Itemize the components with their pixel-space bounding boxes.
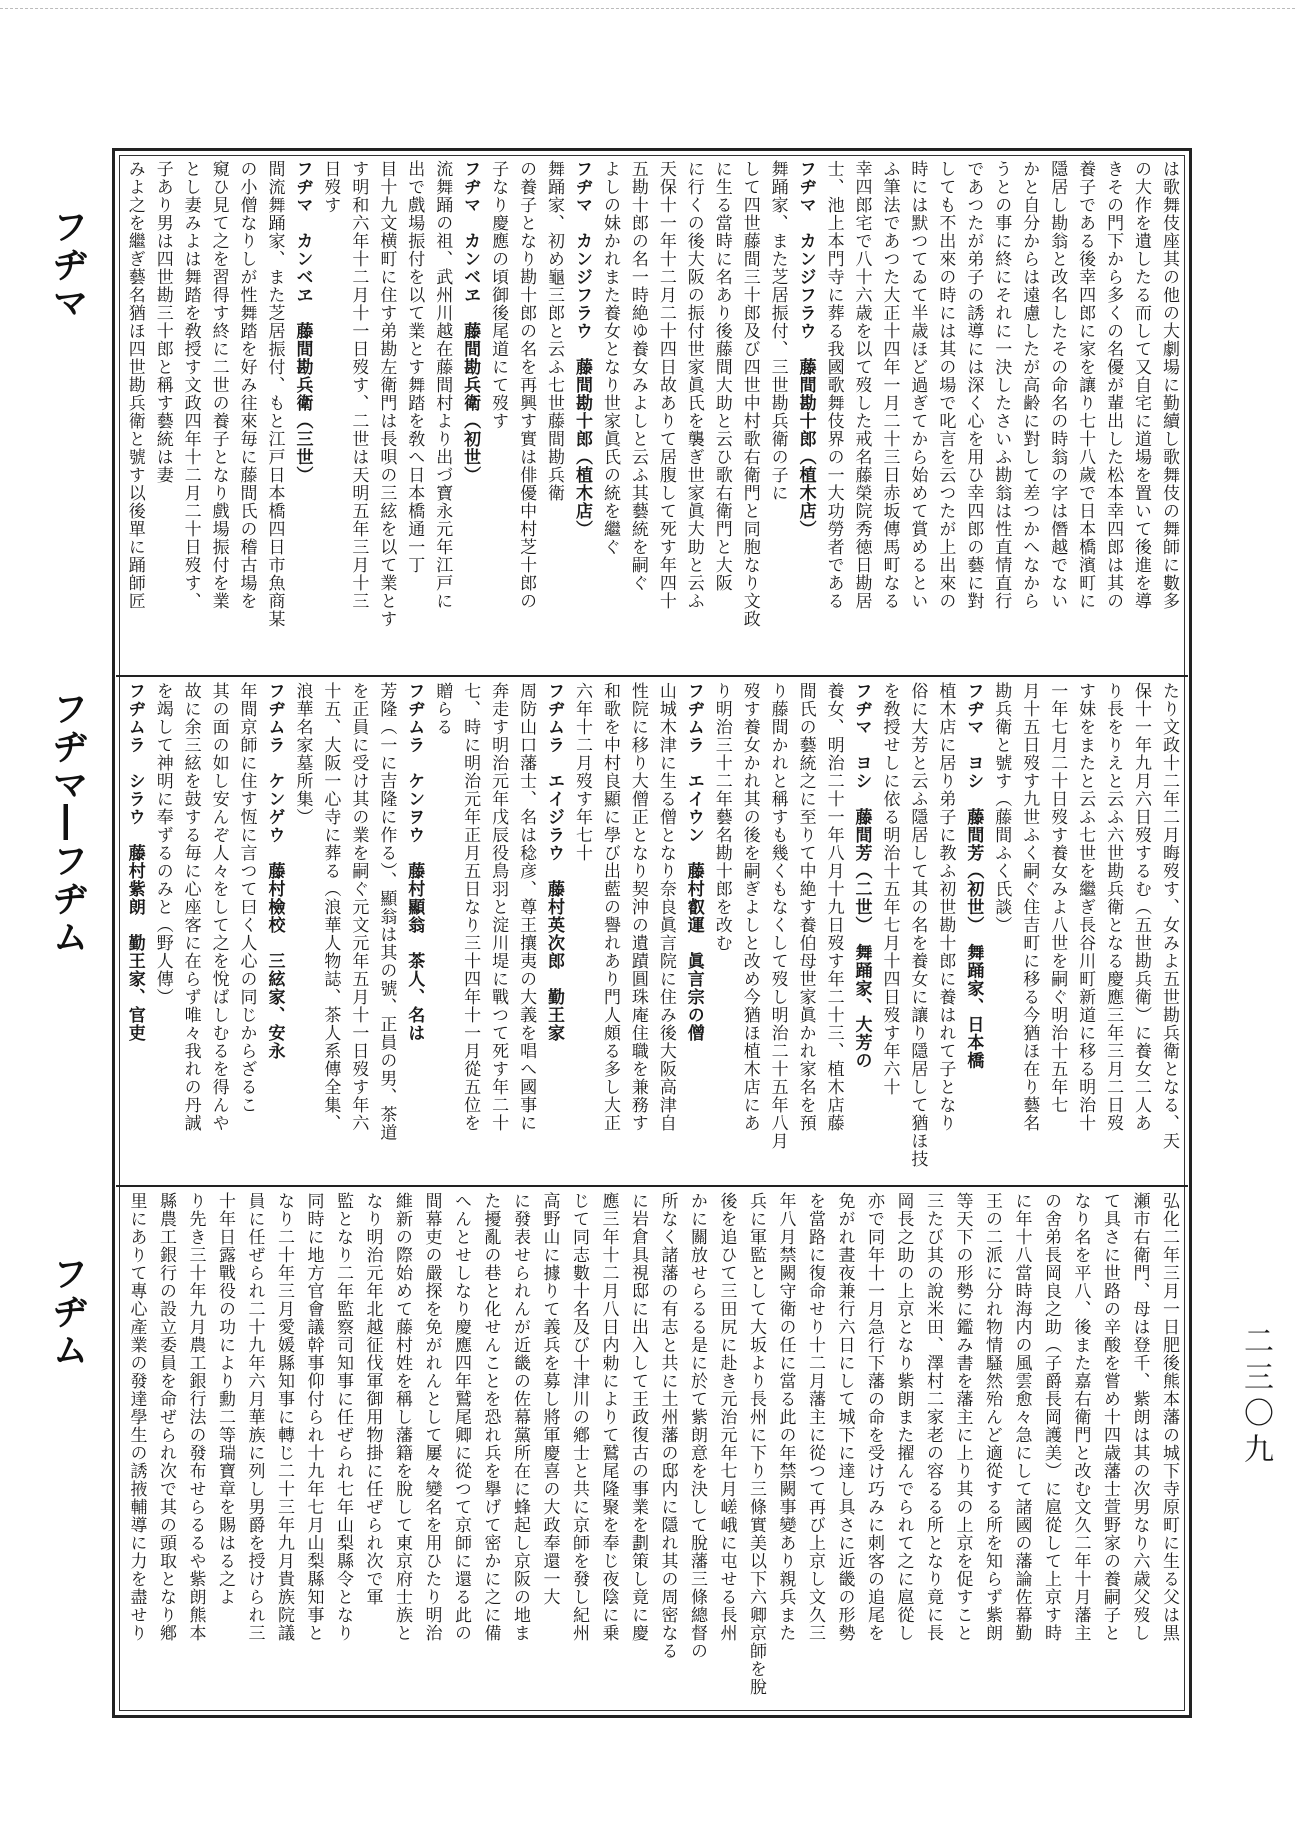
text-column: り藤間かれと稱すも幾くもなくして歿し明治二十五年八月	[767, 682, 788, 1150]
text-column: 其の面の如し安んぞ人々をして之を悅ばしむるを得んや	[208, 682, 229, 1132]
text-column: 養子である後幸四郎に家を讓り七十八歲で日本橋濱町に	[1075, 160, 1096, 610]
text-column: を竭して神明に奉ずるのみと（野人傳）	[152, 682, 173, 1006]
text-column: 奔走す明治元年戊辰役鳥羽と淀川堤に戰つて死す年二十	[488, 682, 509, 1132]
text-column: 贈らる	[432, 682, 453, 736]
text-column: を正員に受け其の業を嗣ぐ元文元年五月十一日歿す年六	[348, 682, 369, 1132]
top-dashed-line	[0, 8, 1295, 9]
text-column: 後を追ひて三田尻に赴き元治元年七月嵯峨に屯せる長州	[716, 1192, 737, 1642]
text-column: 間幕吏の嚴探を免がれんとして屢々變名を用ひたり明治	[421, 1192, 442, 1642]
text-column: 浪華名家墓所集）	[292, 682, 313, 826]
side-label-middle: フヂマ―フヂム	[47, 690, 88, 956]
entry-heading: フヂムラ ケンゲウ 藤村檢校 三絃家、安永	[264, 682, 285, 1060]
text-column: 年八月禁闕守衛の任に當る此の年禁闕事變あり親兵また	[775, 1192, 796, 1642]
text-column: に生る當時に名あり後藤間大助と云ひ歌右衛門と大阪	[711, 160, 732, 592]
text-column: 同時に地方官會議幹事仰付られ十九年七月山梨縣知事と	[303, 1192, 324, 1642]
section-divider-2	[116, 1185, 1188, 1187]
text-column: 里にありて專心產業の發達學生の誘掖輔導に力を盡せり	[126, 1192, 147, 1642]
entry-heading: フヂムラ エイウン 藤村叡運 眞言宗の僧	[683, 682, 704, 1042]
text-column: 間氏の藝統之に至りて中絶す養伯母世家眞かれ家名を預	[795, 682, 816, 1132]
text-column: 芳隆（一に吉隆に作る）、顯翁は其の號、正員の男、茶道	[376, 682, 397, 1142]
text-column: の大作を遺したる而して又自宅に道場を置いて後進を導	[1131, 160, 1152, 610]
text-column: 五勘十郎の名一時絶ゆ養女みよしと云ふ其藝統を嗣ぐ	[627, 160, 648, 592]
section-divider-1	[116, 675, 1188, 677]
text-column: て具さに世路の辛酸を嘗め十四歳藩士萱野家の養嗣子と	[1100, 1192, 1120, 1642]
text-column: みよ之を繼ぎ藝名猶ほ四世勘兵衛と號す以後單に踊師匠	[124, 160, 145, 610]
text-column: とし妻みよは舞踏を敎授す文政四年十二月二十日歿す、	[180, 160, 201, 610]
text-column: 故に余三絃を鼓する毎に心座客に在らず唯々我れの丹誠	[180, 682, 201, 1132]
text-column: の小僧なりしが性舞踏を好み往來毎に藤間氏の稽古場を	[236, 160, 257, 610]
text-column: かに關放せらるる是に於て紫朗意を決して脫藩三條總督の	[687, 1192, 707, 1660]
text-column: 出で戲場振付を以て業とす舞踏を敎へ日本橋通一丁	[404, 160, 425, 574]
text-column: 兵に軍監として大坂より長州に下り三條實美以下六卿京師を脫	[746, 1192, 766, 1696]
text-column: 十年日露戰役の功により勳二等瑞寶章を賜はる之よ	[215, 1192, 235, 1606]
side-label-bottom: フヂム	[47, 1255, 88, 1369]
text-column: を敎授せしに依る明治十五年七月十四日歿す年六十	[879, 682, 900, 1096]
text-column: 天保十一年十二月二十四日故ありて居腹して死す年四十	[655, 160, 676, 610]
text-column: 年間京師に住す恆に言つて曰く人心の同じからざるこ	[236, 682, 257, 1114]
entry-heading: フヂムラ ケンヲウ 藤村顯翁 茶人、名は	[404, 682, 425, 1042]
text-column: す明和六年十二月十一日歿す、二世は天明五年三月十三	[348, 160, 369, 610]
text-column: り長をりえと云ふ六世勘兵衛となる慶應三年三月二日歿	[1103, 682, 1124, 1132]
text-column: 子なり慶應の頃御後尾道にて歿す	[488, 160, 509, 430]
text-column: に發表せられんが近畿の佐幕黨所在に蜂起し京阪の地ま	[510, 1192, 530, 1642]
text-column: た擾亂の巷と化せんことを恐れ兵を擧げて密かに之に備	[480, 1192, 501, 1642]
text-column: は歌舞伎座其の他の大劇場に勤續し歌舞伎の舞師に數多	[1159, 160, 1179, 610]
text-column: ふ筆法であつた大正十四年一月二十三日赤坂傳馬町なる	[879, 160, 900, 610]
text-column: 流舞踊の祖、武州川越在藤間村より出づ寶永元年江戸に	[432, 160, 453, 610]
text-column: 窺ひ見て之を習得す終に二世の養子となり戲場振付を業	[208, 160, 229, 610]
text-column: 隱居し勘翁と改名したその命名の時翁の字は僭越でない	[1047, 160, 1068, 610]
text-column: 維新の際始めて藤村姓を稱し藩籍を脫して東京府士族と	[392, 1192, 412, 1642]
text-column: うとの事に終にそれに一決したさいふ勘翁は性直情直行	[991, 160, 1012, 610]
text-column: の養子となり勘十郎の名を再興す實は俳優中村芝十郎の	[516, 160, 537, 610]
text-column: 高野山に據りて義兵を募し將軍慶喜の大政奉還一大	[539, 1192, 560, 1606]
text-column: り先き三十年九月農工銀行法の發布せらるるや紫朗熊本	[185, 1192, 206, 1642]
text-column: 所なく諸藩の有志と共に土州藩の邸内に隱れ其の周密なる	[657, 1192, 678, 1660]
text-column: 應三年十二月八日内勅によりて鷲尾隆聚を奉じ夜陰に乗	[598, 1192, 619, 1642]
text-column: であつたが弟子の誘導には深く心を用ひ幸四郎の藝に對	[963, 160, 984, 610]
entry-heading: フヂムラ エイジラウ 藤村英次郎 勤王家	[544, 682, 565, 1042]
text-column: 縣農工銀行の設立委員を命ぜられ次で其の頭取となり鄕	[156, 1192, 176, 1642]
text-column: たり文政十二年二月晦歿す、女みよ五世勘兵衛となる、天	[1159, 682, 1179, 1150]
text-column: の舍弟長岡良之助（子爵長岡護美）に扈從して上京す時	[1041, 1192, 1061, 1642]
text-column: 性院に移り大僧正となり契沖の遺蹟圓珠庵住職を兼務す	[627, 682, 648, 1132]
text-column: 周防山口藩士、名は稔彦、尊王攘夷の大義を唱へ國事に	[516, 682, 537, 1132]
text-column: に年十八當時海内の風雲愈々急にして諸國の藩論佐幕勤	[1011, 1192, 1032, 1642]
text-column: 七、時に明治元年正月五日なり三十四年十一月從五位を	[460, 682, 481, 1132]
side-label-top: フヂマ	[47, 208, 88, 322]
text-column: なり明治元年北越征伐軍御用物掛に任ぜられ次で軍	[362, 1192, 383, 1606]
text-column: 十五、大阪一心寺に葬る（浪華人物誌、茶人系傳全集、	[320, 682, 341, 1132]
page-number: 二三〇九	[1238, 1325, 1273, 1469]
text-column: 目十九文横町に住す弟勘左衛門は長唄の三絃を以て業とす	[376, 160, 397, 628]
text-column: 養女、明治二十一年八月十九日歿す年二十三、植木店藤	[823, 682, 844, 1132]
text-column: 一年七月二十日歿す養女みよ八世を嗣ぐ明治十五年七	[1047, 682, 1068, 1114]
entry-heading: フヂムラ シラウ 藤村紫朗 勤王家、官吏	[124, 682, 145, 1042]
text-column: きその門下から多くの名優が輩出した松本幸四郎は其の	[1103, 160, 1124, 610]
text-column: 幸四郎宅で八十六歳を以て歿した戒名藤榮院秀徳日勘居	[851, 160, 872, 610]
text-column: 岡長之助の上京となり紫朗また擢んでられて之に扈從し	[893, 1192, 914, 1642]
text-column: を當路に復命せり十二月藩主に從つて再び上京し文久三	[805, 1192, 825, 1642]
entry-heading: フヂマ カンベヱ 藤間勘兵衛（初世）	[460, 160, 481, 484]
text-column: す妹をまたと云ふ七世を繼ぎ長谷川町新道に移る明治十	[1075, 682, 1096, 1132]
text-column: 月十五日歿す九世ふく嗣ぐ住吉町に移る今猶ほ在り藝名	[1019, 682, 1040, 1132]
text-column: に行くの後大阪の振付世家眞氏を襲ぎ世家眞大助と云ふ	[683, 160, 704, 610]
text-column: に岩倉具視邸に出入して王政復古の事業を劃策し竟に慶	[628, 1192, 648, 1642]
text-column: 歿す養女かれ其の後を嗣ぎよしと改め今猶ほ植木店にあ	[739, 682, 760, 1132]
text-column: かと自分からは遠慮したが高齢に對して差つかへなから	[1019, 160, 1040, 610]
text-panel-bottom	[124, 1192, 1182, 1710]
text-column: り明治三十二年藝名勘十郎を改む	[711, 682, 732, 952]
text-column: 等天下の形勢に鑑み書を藩主に上り其の上京を促すこと	[952, 1192, 973, 1642]
text-panel-top	[124, 160, 1182, 670]
text-column: 王の二派に分れ物情騷然殆んど適從する所を知らず紫朗	[982, 1192, 1002, 1642]
text-column: 員に任ぜられ二十九年六月華族に列し男爵を授けられ三	[244, 1192, 265, 1642]
text-column: よしの妹かれまた養女となり世家眞氏の統を繼ぐ	[599, 160, 620, 556]
text-column: なり二十年三月愛媛縣知事に轉じ二十三年九月貴族院議	[274, 1192, 294, 1642]
text-column: 舞踊家、初め龜三郎と云ふ七世藤間勘兵衛	[544, 160, 565, 502]
text-column: 舞踊家、また芝居振付、三世勘兵衛の子に	[767, 160, 788, 502]
entry-heading: フヂマ ヨシ 藤間芳（初世） 舞踊家、日本橋	[963, 682, 984, 1070]
text-column: 子あり男は四世勘三十郎と稱す藝統は妻	[152, 160, 173, 484]
text-column: 亦で同年十一月急行下藩の命を受け巧みに刺客の追尾を	[864, 1192, 884, 1642]
text-panel-middle	[124, 682, 1182, 1180]
text-column: 日歿す	[320, 160, 341, 214]
text-column: 俗に大芳と云ふ隱居して其の名を養女に讓り隱居して猶ほ技	[907, 682, 928, 1168]
text-column: 士、池上本門寺に葬る我國歌舞伎界の一大功勞者である	[823, 160, 844, 610]
text-column: 弘化二年三月一日肥後熊本藩の城下寺原町に生る父は黒	[1159, 1192, 1179, 1642]
text-column: 免がれ晝夜兼行六日にして城下に達し具さに近畿の形勢	[834, 1192, 855, 1642]
text-column: しても不出來の時には其の場で叱言を云つたが上出來の	[935, 160, 956, 610]
text-column: 勘兵衛と號す（藤間ふく氏談）	[991, 682, 1012, 934]
text-column: して四世藤間三十郎及び四世中村歌右衛門と同胞なり文政	[739, 160, 760, 628]
text-column: 時には默つてゐて半歳ほど過ぎてから始めて賞めるとい	[907, 160, 928, 610]
entry-heading: フヂマ カンジフラウ 藤間勘十郎（植木店）	[795, 160, 816, 538]
entry-heading: フヂマ カンベヱ 藤間勘兵衛（三世）	[292, 160, 313, 484]
text-column: 瀬市右衛門、母は登千、紫朗は其の次男なり六歳父歿し	[1129, 1192, 1150, 1642]
text-column: 保十一年九月六日歿するむ（五世勘兵衛）に養女二人あ	[1131, 682, 1152, 1132]
entry-heading: フヂマ カンジフラウ 藤間勘十郎（植木店）	[571, 160, 592, 538]
text-column: 山城木津に生る僧となり奈良眞言院に住み後大阪高津自	[655, 682, 676, 1132]
text-column: 六年十二月歿す年七十	[571, 682, 592, 862]
text-column: へんとせしなり慶應四年鷲尾卿に從つて京師に還る此の	[451, 1192, 471, 1642]
text-column: 監となり二年監察司知事に任ぜられ七年山梨縣令となり	[333, 1192, 353, 1642]
text-column: 三たび其の說米田、澤村二家老の容るる所となり竟に長	[923, 1192, 943, 1642]
text-column: なり名を平八、後また嘉右衛門と改む文久二年十月藩主	[1070, 1192, 1091, 1642]
entry-heading: フヂマ ヨシ 藤間芳（二世） 舞踊家、大芳の	[851, 682, 872, 1070]
text-column: 植木店に居り弟子に教ふ初世勘十郎に養はれて子となり	[935, 682, 956, 1132]
text-column: 間流舞踊家、また芝居振付、もと江戸日本橋四日市魚商某	[264, 160, 285, 628]
text-column: 和歌を中村良顯に學び出藍の譽れあり門人頗る多し大正	[599, 682, 620, 1132]
text-column: じて同志數十名及び十津川の鄕士と共に京師を發し紀州	[569, 1192, 589, 1642]
